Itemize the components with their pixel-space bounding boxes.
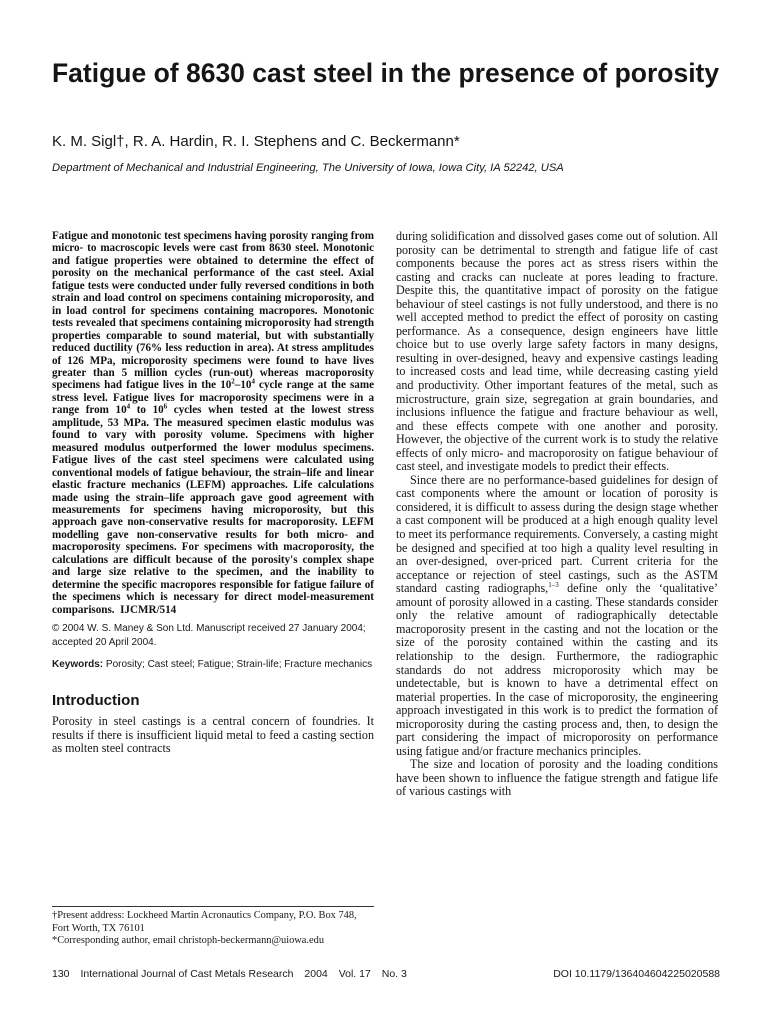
- body-paragraph-3: The size and location of porosity and the loading conditions have been shown to influence the fatigue strength and fatigue life of various castings with: [396, 757, 718, 799]
- abstract-sup-2: 4: [251, 377, 255, 386]
- reference-sup: 1–3: [548, 581, 559, 590]
- doi: DOI 10.1179/136404604225020588: [553, 968, 720, 980]
- keywords-list: Porosity; Cast steel; Fatigue; Strain-life; Fracture mechanics: [105, 659, 373, 671]
- footnote-present-address: †Present address: Lockheed Martin Acronautics Company, P.O. Box 748, Fort Worth, TX 76101: [52, 910, 357, 934]
- journal-year: 2004: [304, 968, 328, 980]
- right-column: [396, 230, 718, 799]
- abstract-text-5: cycles when tested at the lowest stress amplitude, 53 MPa. The measured specimen elastic modulus was found to vary with porosity volume. Specimens with higher measured modulus outperformed the lower modulus specimens. Fatigue lives of the cast steel specimens were calculated using conventional models of fatigue behaviour, the strain–life and linear elastic fracture mechanics (LEFM) approaches. Life calculations made using the strain–life approach gave good agreement with measurements for specimens having microporosity, but this approach gave non-conservative results for macroporosity. LEFM modelling gave non-conservative results for both micro- and macroporosity specimens. For specimens with macroporosity, the calculations are difficult because of the porosity's complex shape and large size relative to the specimen, and the inability to determine the specific macropores responsible for fatigue failure of the specimens which is necessary for direct model-measurement comparisons.: [52, 404, 374, 616]
- body-paragraph-1: during solidification and dissolved gases come out of solution. All porosity can be detrimental to strength and fatigue life of cast components because the pores act as stress risers within the casting and cracks can nucleate at pores leading to fracture. Despite this, the quantitative impact of porosity on the fatigue behaviour of steel castings is not fully understood, and there is no well accepted method to predict the effect of porosity on casting performance. As a consequence, design engineers have little choice but to use overly large safety factors in many designs, resulting in over-designed, heavy and expensive castings leading to increased costs and lead time, while decreasing casting yield and productivity. Other important features of the metal, such as microstructure, grain size, segregation at grain boundaries, and inclusions influence the fatigue and fracture behaviour as well, and these effects compete with one another and porosity. However, the objective of the current work is to study the relative effects of only micro- and macroporosity on fatigue behaviour of cast steel, and investigate models to predict their effects.: [396, 229, 718, 474]
- body-paragraph-2: [396, 474, 718, 758]
- abstract-text-1: Fatigue and monotonic test specimens having porosity ranging from micro- to macroscopic levels were cast from 8630 steel. Monotonic and fatigue properties were obtained to determine the effect of porosity on the mechanical performance of the cast steel. Axial fatigue tests were conducted under fully reversed conditions in both strain and load control on specimens containing microporosity, and in load control for specimens containing macropores. Monotonic tests revealed that specimens containing microporosity had strength properties comparable to sound material, but with substantially reduced ductility (76% less reduction in area). At stress amplitudes of 126 MPa, microporosity specimens were found to have lives greater than 5 million cycles (run-out) whereas macroporosity specimens had fatigue lives in the 10: [52, 230, 374, 392]
- keywords-label: Keywords:: [52, 659, 104, 671]
- footnotes: [52, 906, 374, 948]
- keywords: [52, 658, 374, 672]
- body-paragraph-2-a: Since there are no performance-based guidelines for design of cast components where the amount or location of porosity is considered, it is difficult to assess during the design stage whether a cast component will be produced at a high enough quality level to meet its performance requirements. Conversely, a casting might be designed and specified at too high a quality level resulting in an over-designed, over-priced part. Current criteria for the acceptance or rejection of steel castings, such as the ASTM standard casting radiographs,: [396, 472, 718, 596]
- copyright-notice: © 2004 W. S. Maney & Son Ltd. Manuscript received 27 January 2004; accepted 20 April 2004.: [52, 623, 366, 649]
- author-list: K. M. Sigl†, R. A. Hardin, R. I. Stephens and C. Beckermann*: [52, 133, 460, 150]
- section-heading-introduction: Introduction: [52, 692, 140, 710]
- journal-name: International Journal of Cast Metals Research: [80, 968, 294, 980]
- footnote-corresponding-author: *Corresponding author, email christoph-beckermann@uiowa.edu: [52, 935, 325, 947]
- body-paragraph-2-b: define only the ‘qualitative’ amount of porosity allowed in a casting. These standards consider only the relative amount of radiographically detectable macroporosity present in the casting and not the location or the size of the porosity contained within the casting and its relationship to the design. Furthermore, the radiographic standards do not address microporosity which may be undetectable, but is known to have a detrimental effect on material properties. In the case of microporosity, the engineering approach investigated in this work is to predict the formation of microporosity during the casting process and, then, to design the part considering the impact of microporosity on performance using fatigue and/or fracture mechanics principles.: [396, 581, 719, 758]
- paper-title: Fatigue of 8630 cast steel in the presence of porosity: [52, 58, 720, 88]
- abstract-sup-1: 2: [231, 377, 235, 386]
- journal-volume: Vol. 17: [338, 968, 371, 980]
- abstract: [52, 230, 374, 616]
- left-column: [52, 230, 374, 756]
- abstract-sup-4: 6: [163, 402, 168, 411]
- manuscript-code: IJCMR/514: [120, 603, 177, 616]
- page-number: 130: [52, 968, 70, 980]
- journal-issue: No. 3: [381, 968, 407, 980]
- introduction-paragraph: Porosity in steel castings is a central concern of foundries. It results if there is insufficient liquid metal to feed a casting section as molten steel contracts: [52, 714, 374, 756]
- abstract-text-4: to 10: [130, 404, 164, 417]
- abstract-text-3: cycle range at the same stress level. Fatigue lives for macroporosity specimens were in a range from 10: [52, 379, 374, 417]
- abstract-sup-3: 4: [126, 402, 131, 411]
- affiliation: Department of Mechanical and Industrial Engineering, The University of Iowa, Iowa City, IA 52242, USA: [52, 162, 564, 174]
- abstract-text-2: –10: [234, 379, 252, 392]
- footer-citation: [52, 968, 407, 980]
